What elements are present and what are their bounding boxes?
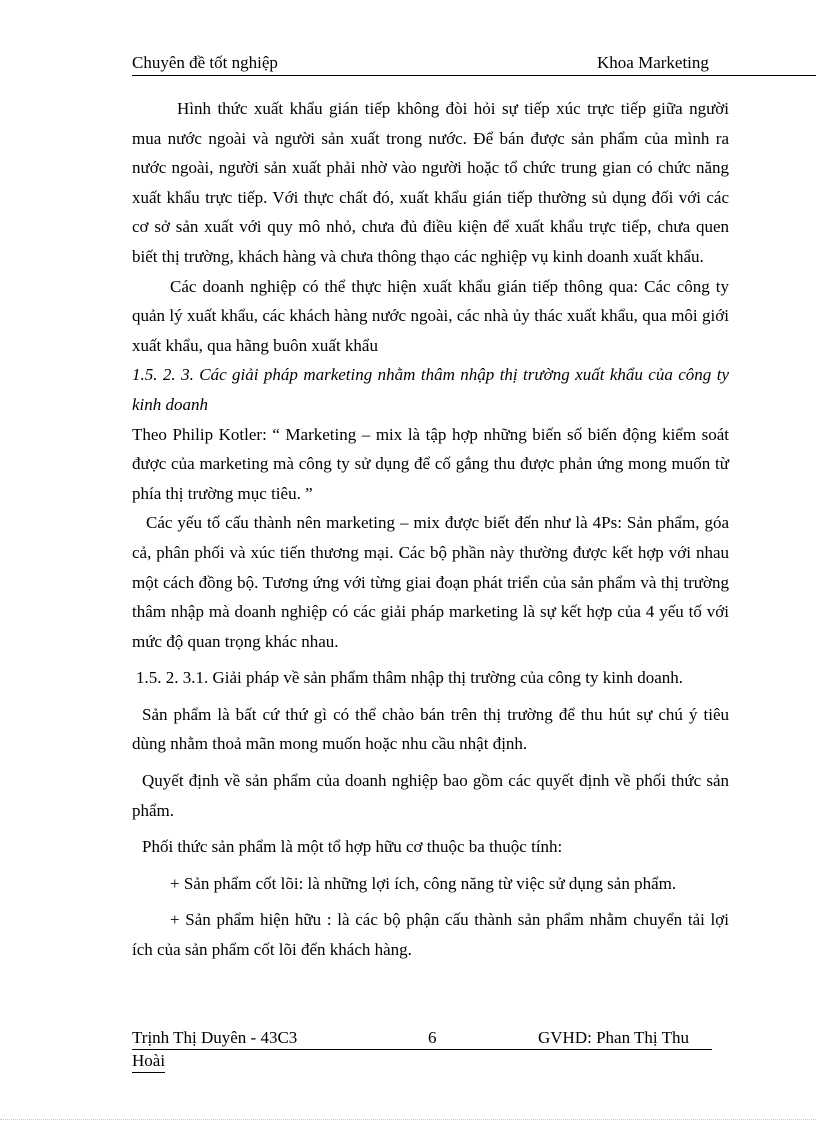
footer-advisor-continued: Hoài (132, 1050, 165, 1073)
paragraph: Theo Philip Kotler: “ Marketing – mix là tập hợp những biến số biến động kiểm soát được của marketing mà công ty sử dụng để cố gắng thu được phản ứng mong muốn từ phía thị trường mục tiêu. ” (132, 424, 729, 503)
paragraph: Phối thức sản phẩm là một tổ hợp hữu cơ thuộc ba thuộc tính: (142, 837, 563, 857)
paragraph: Các doanh nghiệp có thể thực hiện xuất khẩu gián tiếp thông qua: Các công ty quản lý xuất khẩu, các khách hàng nước ngoài, các nhà ủy thác xuất khẩu, qua môi giới xuất khẩu, qua hãng buôn xuất khẩu (132, 276, 729, 355)
document-body (132, 94, 729, 965)
subsection-heading: 1.5. 2. 3.1. Giải pháp về sản phẩm thâm nhập thị trường của công ty kinh doanh. (136, 668, 683, 688)
header-right: Khoa Marketing (597, 53, 709, 72)
paragraph: Hình thức xuất khẩu gián tiếp không đòi hỏi sự tiếp xúc trực tiếp giữa người mua nước ngoài và người sản xuất trong nước. Để bán được sản phẩm của mình ra nước ngoài, người sản xuất phải nhờ vào người hoặc tổ chức trung gian có chức năng xuất khẩu trực tiếp. Với thực chất đó, xuất khẩu gián tiếp thường sủ dụng đối với các cơ sở sản xuất với quy mô nhỏ, chưa đủ điều kiện để xuất khẩu trực tiếp, chưa quen biết thị trường, khách hàng và chưa thông thạo các nghiệp vụ kinh doanh xuất khẩu. (132, 99, 729, 266)
paragraph: Các yếu tố cấu thành nên marketing – mix được biết đến như là 4Ps: Sản phẩm, góa cả, phân phối và xúc tiến thương mại. Các bộ phần này thường được kết hợp với nhau một cách đồng bộ. Tương ứng với từng giai đoạn phát triển của sản phẩm và thị trường thâm nhập mà doanh nghiệp có các giải pháp marketing là sự kết hợp của 4 yếu tố với mức độ quan trọng khác nhau. (132, 513, 729, 651)
list-item: + Sản phẩm cốt lõi: là những lợi ích, công năng từ việc sử dụng sản phẩm. (170, 873, 677, 893)
footer-advisor: GVHD: Phan Thị Thu (538, 1028, 689, 1047)
page-header (132, 53, 816, 76)
section-heading: 1.5. 2. 3. Các giải pháp marketing nhằm thâm nhập thị trường xuất khẩu của công ty kinh doanh (132, 365, 729, 414)
page-number: 6 (428, 1028, 437, 1047)
header-left: Chuyên đề tốt nghiệp (132, 53, 278, 72)
paragraph: Quyết định về sản phẩm của doanh nghiệp bao gồm các quyết định về phối thức sản phẩm. (132, 771, 729, 820)
page-edge-divider (0, 1119, 816, 1120)
footer-author: Trịnh Thị Duyên - 43C3 (132, 1028, 298, 1047)
paragraph: Sản phẩm là bất cứ thứ gì có thể chào bán trên thị trường để thu hút sự chú ý tiêu dùng nhằm thoả mãn mong muốn hoặc nhu cầu nhật định. (132, 704, 729, 754)
page-footer (132, 1027, 712, 1073)
list-item: + Sản phẩm hiện hữu : là các bộ phận cấu thành sản phẩm nhằm chuyển tải lợi ích của sản phẩm cốt lõi đến khách hàng. (132, 910, 729, 960)
